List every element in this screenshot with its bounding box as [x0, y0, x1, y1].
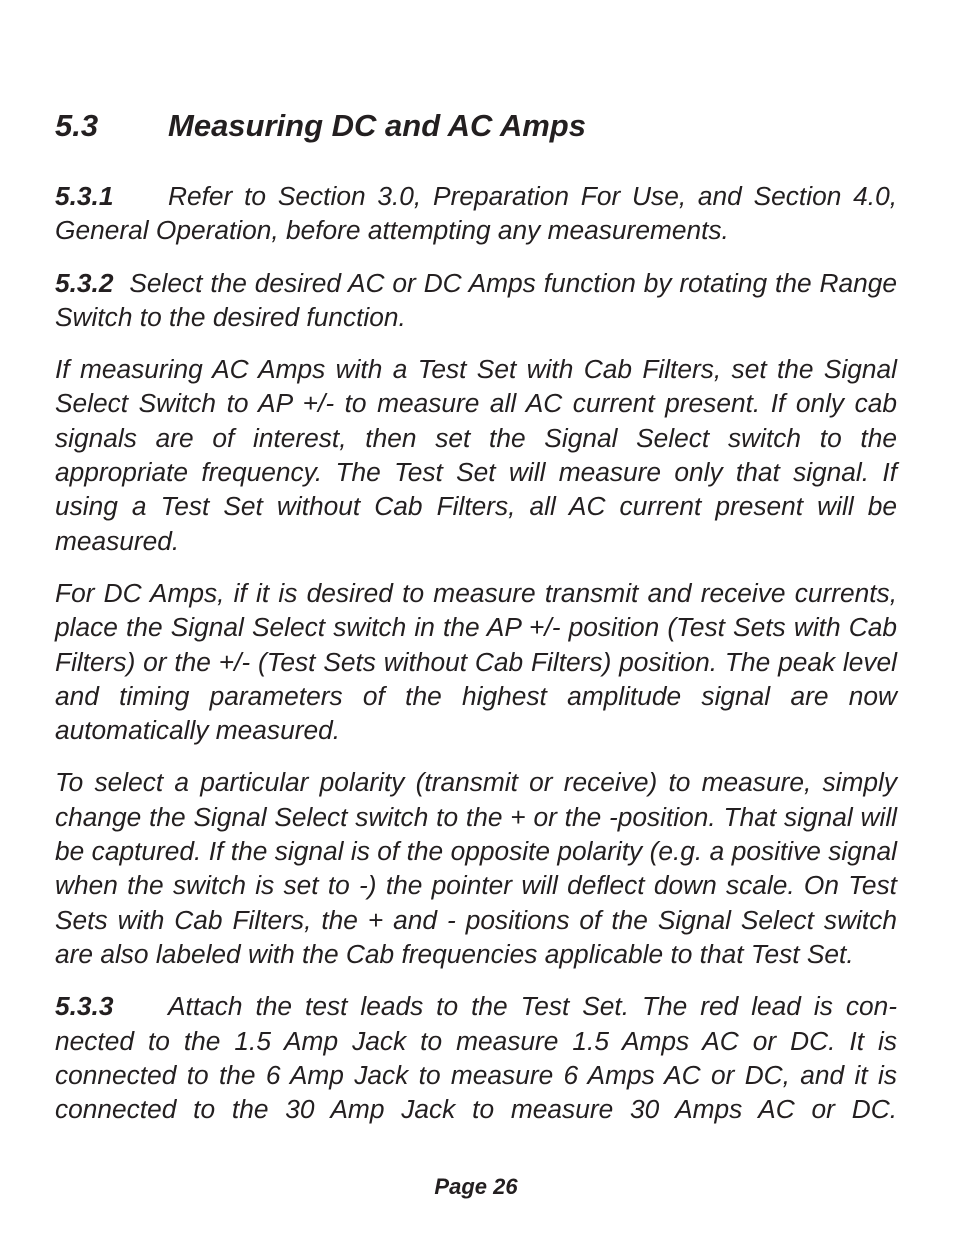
paragraph-ac-amps	[55, 352, 897, 558]
paragraph-polarity	[55, 765, 897, 971]
page-number: Page 26	[434, 1174, 518, 1199]
section-title: Measuring DC and AC Amps	[168, 108, 586, 143]
paragraph-text: To select a particular polarity (transmit or receive) to measure, simply change the Signal Select switch to the + or the -position. That signal will be captured. If the signal is of the opposite polarity (e.g. a positive signal when the switch is set to -) the pointer will deflect down scale. On Test Sets with Cab Filters, the + and - positions of the Signal Select switch are also labeled with the Cab frequencies applicable to that Test Set.	[55, 767, 897, 969]
paragraph-text: Select the desired AC or DC Amps function by rotating the Range Switch to the desired function.	[55, 267, 897, 332]
step-number: 5.3.3	[55, 991, 114, 1022]
paragraph-text: Attach the test leads to the Test Set. The red lead is connected to the 1.5 Amp Jack to measure 1.5 Amps AC or DC. It is connected to the 6 Amp Jack to measure 6 Amps AC or DC, and it is connected to the 30 Amp Jack to measure 30 Amps AC or DC.	[55, 991, 897, 1125]
paragraph-text: If measuring AC Amps with a Test Set with Cab Filters, set the Signal Select Switch to AP +/- to measure all AC current present. If only cab signals are of interest, then set the Signal Select switch to the appropriate frequency. The Test Set will measure only that signal. If using a Test Set without Cab Filters, all AC current present will be measured.	[55, 354, 897, 556]
paragraph-5-3-1	[55, 179, 897, 248]
paragraph-5-3-3	[55, 989, 897, 1126]
paragraph-5-3-2	[55, 266, 897, 335]
paragraph-text: For DC Amps, if it is desired to measure transmit and receive currents, place the Signal Select switch in the AP +/- position (Test Sets with Cab Filters) or the +/- (Test Sets without Cab Filters) position. The peak level and timing parameters of the highest amplitude signal are now automatically measured.	[55, 577, 897, 746]
body-text	[55, 179, 897, 1144]
step-number: 5.3.2	[55, 267, 114, 298]
paragraph-text: Refer to Section 3.0, Preparation For Use, and Section 4.0, General Operation, before attempting any measurements.	[55, 181, 897, 246]
manual-page	[55, 0, 897, 1235]
step-number: 5.3.1	[55, 181, 114, 211]
section-heading	[55, 106, 586, 146]
paragraph-dc-amps	[55, 576, 897, 747]
section-number: 5.3	[55, 108, 99, 143]
